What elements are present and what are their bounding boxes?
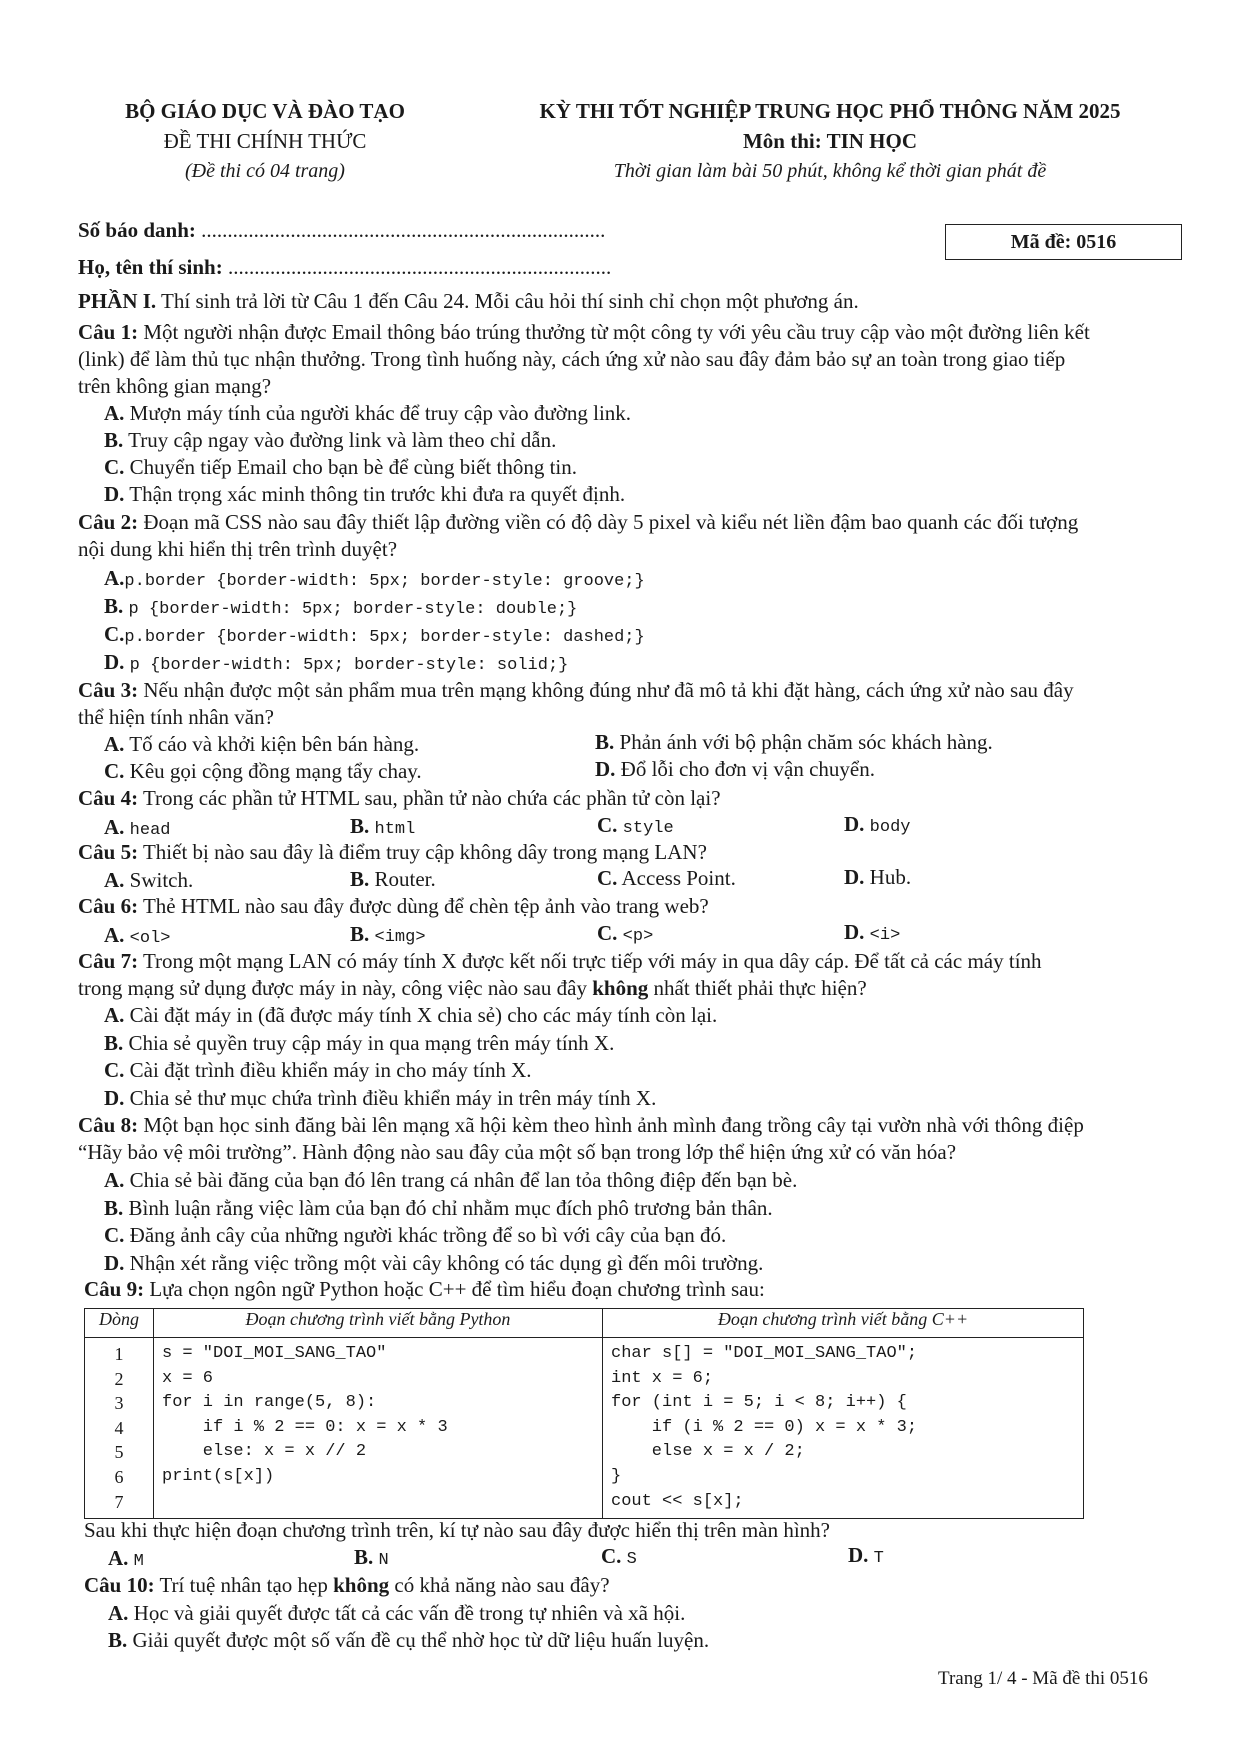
q10-option-a: A. Học và giải quyết được tất cả các vấn đề trong tự nhiên và xã hội. xyxy=(108,1601,686,1625)
q7-stem-line2: trong mạng sử dụng được máy in này, công việc nào sau đây không nhất thiết phải thực hiện? xyxy=(78,976,867,1000)
q4-option-a: A. head xyxy=(104,815,171,840)
q8-stem-line2: “Hãy bảo vệ môi trường”. Hành động nào sau đây của một số bạn trong lớp thể hiện ứng xử có văn hóa? xyxy=(78,1140,957,1164)
q2-stem-line1: Câu 2: Đoạn mã CSS nào sau đây thiết lập đường viền có độ dày 5 pixel và kiểu nét liền đậm bao quanh các đối tượng xyxy=(78,510,1079,534)
q2-option-c: C.p.border {border-width: 5px; border-style: dashed;} xyxy=(104,622,645,647)
q2-option-d: D. p {border-width: 5px; border-style: solid;} xyxy=(104,650,569,675)
q1-option-c: C. Chuyển tiếp Email cho bạn bè để cùng biết thông tin. xyxy=(104,455,577,479)
q1-option-d: D. Thận trọng xác minh thông tin trước khi đưa ra quyết định. xyxy=(104,482,626,506)
official-label: ĐỀ THI CHÍNH THỨC xyxy=(163,129,367,153)
q1-stem-line3: trên không gian mạng? xyxy=(78,374,272,398)
ministry-name: BỘ GIÁO DỤC VÀ ĐÀO TẠO xyxy=(125,99,405,123)
q3-label: Câu 3: xyxy=(78,678,139,702)
page-footer: Trang 1/ 4 - Mã đề thi 0516 xyxy=(938,1668,1148,1689)
q1-label: Câu 1: xyxy=(78,320,139,344)
python-code: s = "DOI_MOI_SANG_TAO" x = 6 for i in range(5, 8): if i % 2 == 0: x = x * 3 else: x = x // 2 print(s[x]) xyxy=(154,1338,603,1519)
q8-stem-line1: Câu 8: Một bạn học sinh đăng bài lên mạng xã hội kèm theo hình ảnh mình đang trồng cây tại vườn nhà với thông điệp xyxy=(78,1113,1084,1137)
q3-option-c: C. Kêu gọi cộng đồng mạng tẩy chay. xyxy=(104,759,422,783)
name-row xyxy=(78,255,611,280)
q6-option-a: A. <ol> xyxy=(104,923,171,948)
q10-stem: Câu 10: Trí tuệ nhân tạo hẹp không có khả năng nào sau đây? xyxy=(84,1573,610,1597)
q9-option-b: B. N xyxy=(354,1545,389,1570)
q9-option-a: A. M xyxy=(108,1546,144,1571)
exam-time: Thời gian làm bài 50 phút, không kể thời gian phát đề xyxy=(613,160,1047,182)
part1-text: Thí sinh trả lời từ Câu 1 đến Câu 24. Mỗi câu hỏi thí sinh chỉ chọn một phương án. xyxy=(156,289,859,313)
q1-text: Một người nhận được Email thông báo trúng thưởng từ một công ty với yêu cầu truy cập vào một đường liên kết xyxy=(138,320,1090,344)
q6-option-b: B. <img> xyxy=(350,922,426,947)
q8-option-b: B. Bình luận rằng việc làm của bạn đó chỉ nhằm mục đích phô trương bản thân. xyxy=(104,1196,773,1220)
q4-option-c: C. style xyxy=(597,813,674,838)
q6-option-d: D. <i> xyxy=(844,920,901,945)
q4-option-b: B. html xyxy=(350,814,416,839)
q8-label: Câu 8: xyxy=(78,1113,139,1137)
q4-option-d: D. body xyxy=(844,812,911,837)
subject: Môn thi: TIN HỌC xyxy=(742,129,918,153)
q7-option-c: C. Cài đặt trình điều khiển máy in cho máy tính X. xyxy=(104,1058,532,1082)
code-table xyxy=(84,1308,1084,1519)
name-label: Họ, tên thí sinh: xyxy=(78,255,223,279)
q3-option-a: A. Tố cáo và khởi kiện bên bán hàng. xyxy=(104,732,420,756)
exam-title: KỲ THI TỐT NGHIỆP TRUNG HỌC PHỔ THÔNG NĂM 2025 xyxy=(539,99,1121,123)
pages-note: (Đề thi có 04 trang) xyxy=(185,160,345,182)
q7-option-d: D. Chia sẻ thư mục chứa trình điều khiển máy in trên máy tính X. xyxy=(104,1086,657,1110)
q6-stem: Câu 6: Thẻ HTML nào sau đây được dùng để chèn tệp ảnh vào trang web? xyxy=(78,894,709,918)
q9-option-c: C. S xyxy=(601,1544,637,1569)
q2-label: Câu 2: xyxy=(78,510,139,534)
col-cpp-header: Đoạn chương trình viết bằng C++ xyxy=(603,1309,1084,1338)
q8-option-a: A. Chia sẻ bài đăng của bạn đó lên trang cá nhân để lan tỏa thông điệp đến bạn bè. xyxy=(104,1168,798,1192)
q1-stem-line2: (link) để làm thủ tục nhận thưởng. Trong tình huống này, cách ứng xử nào sau đây đảm bảo sự an toàn trong giao tiếp xyxy=(78,347,1066,371)
q9-option-d: D. T xyxy=(848,1543,884,1568)
q7-option-a: A. Cài đặt máy in (đã được máy tính X chia sẻ) cho các máy tính còn lại. xyxy=(104,1003,718,1027)
sbd-dots: ............................................................................. xyxy=(201,218,606,242)
cpp-code: char s[] = "DOI_MOI_SANG_TAO"; int x = 6; for (int i = 5; i < 8; i++) { if (i % 2 == 0) x = x * 3; else x = x / 2; } cout << s[x]; xyxy=(603,1338,1084,1519)
q3-option-d: D. Đổ lỗi cho đơn vị vận chuyển. xyxy=(595,757,875,781)
q9-stem: Câu 9: Lựa chọn ngôn ngữ Python hoặc C++ để tìm hiểu đoạn chương trình sau: xyxy=(84,1277,765,1301)
col-python-header: Đoạn chương trình viết bằng Python xyxy=(154,1309,603,1338)
q3-option-b: B. Phản ánh với bộ phận chăm sóc khách hàng. xyxy=(595,730,993,754)
q5-option-b: B. Router. xyxy=(350,867,436,891)
q5-stem: Câu 5: Thiết bị nào sau đây là điểm truy cập không dây trong mạng LAN? xyxy=(78,840,707,864)
q5-label: Câu 5: xyxy=(78,840,139,864)
q4-stem: Câu 4: Trong các phần tử HTML sau, phần tử nào chứa các phần tử còn lại? xyxy=(78,786,721,810)
q5-option-c: C. Access Point. xyxy=(597,866,736,890)
q5-option-a: A. Switch. xyxy=(104,868,194,892)
line-numbers: 1 2 3 4 5 6 7 xyxy=(85,1338,154,1519)
q7-label: Câu 7: xyxy=(78,949,139,973)
col-line-header: Dòng xyxy=(85,1309,154,1338)
q7-option-b: B. Chia sẻ quyền truy cập máy in qua mạng trên máy tính X. xyxy=(104,1031,615,1055)
q1-option-b: B. Truy cập ngay vào đường link và làm theo chỉ dẫn. xyxy=(104,428,557,452)
q3-stem-line1: Câu 3: Nếu nhận được một sản phẩm mua trên mạng không đúng như đã mô tả khi đặt hàng, cách ứng xử nào sau đây xyxy=(78,678,1074,702)
q8-option-c: C. Đăng ảnh cây của những người khác trồng để so bì với cây của bạn đó. xyxy=(104,1223,727,1247)
header-right xyxy=(480,96,1180,186)
q10-option-b: B. Giải quyết được một số vấn đề cụ thể nhờ học từ dữ liệu huấn luyện. xyxy=(108,1628,710,1652)
q9-after: Sau khi thực hiện đoạn chương trình trên, kí tự nào sau đây được hiển thị trên màn hình? xyxy=(84,1518,830,1542)
q10-label: Câu 10: xyxy=(84,1573,155,1597)
q1-option-a: A. Mượn máy tính của người khác để truy cập vào đường link. xyxy=(104,401,632,425)
q5-option-d: D. Hub. xyxy=(844,865,912,889)
sbd-label: Số báo danh: xyxy=(78,218,196,242)
ma-de-box: Mã đề: 0516 xyxy=(945,224,1182,260)
header-left xyxy=(100,96,430,186)
q8-option-d: D. Nhận xét rằng việc trồng một vài cây không có tác dụng gì đến môi trường. xyxy=(104,1251,764,1275)
q1-stem-line1 xyxy=(78,320,1090,345)
part1-label: PHẦN I. xyxy=(78,289,157,313)
q6-option-c: C. <p> xyxy=(597,921,654,946)
name-dots: ......................................................................... xyxy=(227,255,612,279)
part1-instruction xyxy=(78,289,859,314)
q6-label: Câu 6: xyxy=(78,894,139,918)
q4-label: Câu 4: xyxy=(78,786,139,810)
q2-option-b: B. p {border-width: 5px; border-style: double;} xyxy=(104,594,578,619)
q2-stem-line2: nội dung khi hiển thị trên trình duyệt? xyxy=(78,537,398,561)
q3-stem-line2: thể hiện tính nhân văn? xyxy=(78,705,274,729)
sbd-row xyxy=(78,218,605,243)
q9-label: Câu 9: xyxy=(84,1277,145,1301)
q2-option-a: A.p.border {border-width: 5px; border-style: groove;} xyxy=(104,566,645,591)
q7-stem-line1: Câu 7: Trong một mạng LAN có máy tính X được kết nối trực tiếp với máy in qua dây cáp. Để tất cả các máy tính xyxy=(78,949,1042,973)
